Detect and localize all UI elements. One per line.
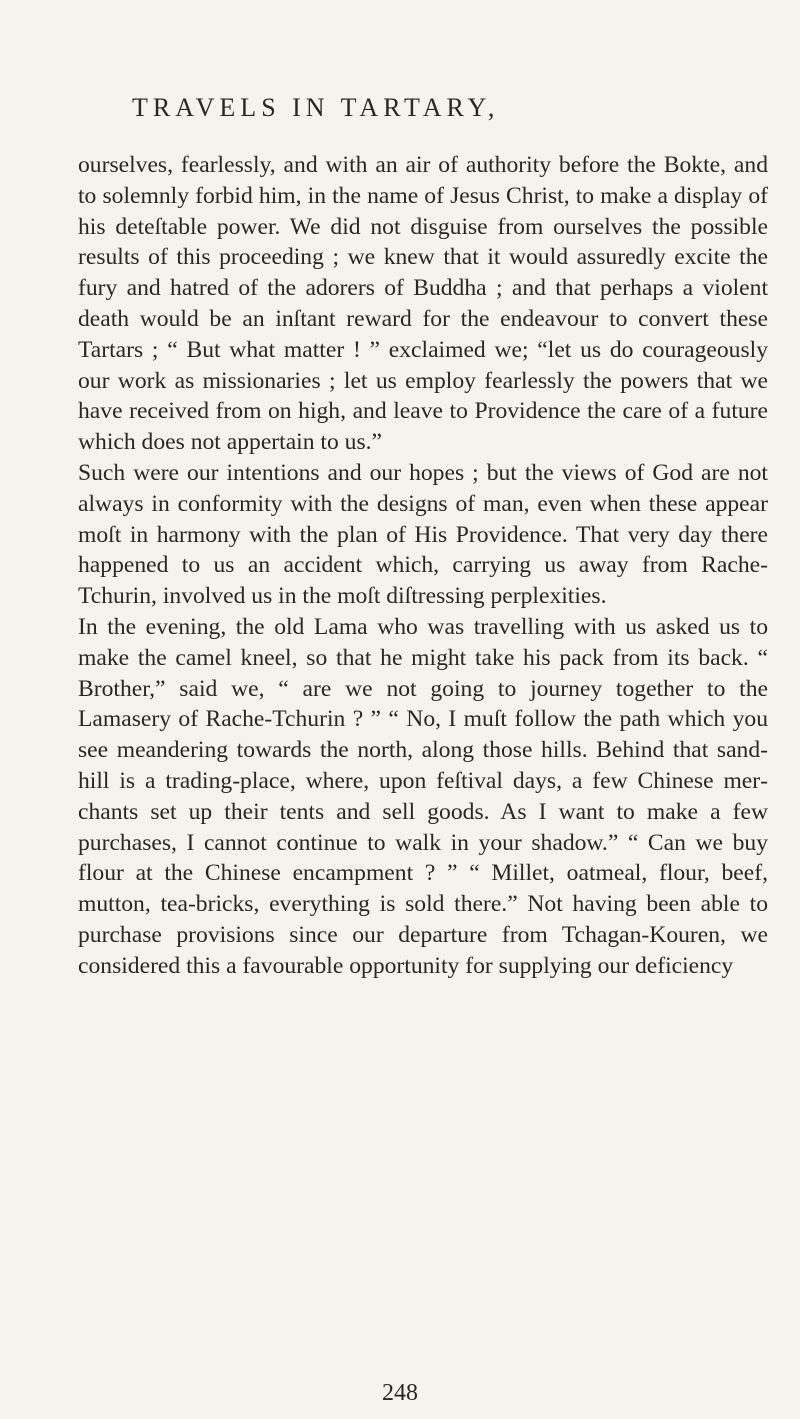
- paragraph: Such were our intentions and our hopes ; but the views of God are not always in conformity with the designs of man, even when these appear moſt in harmony with the plan of His Providence. That very day there happened to us an accident which, carrying us away from Rache-Tchurin, involved us in the moſt diſtressing perplexities.: [78, 459, 768, 610]
- paragraph: ourselves, fearlessly, and with an air of authority before the Bokte, and to solemnly forbid him, in the name of Jesus Christ, to make a display of his deteſtable power. We did not disguise from ourselves the possible results of this proceeding ; we knew that it would assuredly excite the fury and hatred of the adorers of Buddha ; and that perhaps a violent death would be an inſtant reward for the endeavour to convert these Tartars ; “ But what matter ! ” exclaimed we; “let us do courageously our work as missionaries ; let us employ fearlessly the powers that we have received from on high, and leave to Providence the care of a future which does not appertain to us.”: [78, 152, 768, 456]
- body-text: [78, 150, 768, 982]
- paragraph: In the evening, the old Lama who was travelling with us asked us to make the camel kneel, so that he might take his pack from its back. “ Brother,” said we, “ are we not going to journey together to the Lamasery of Rache-Tchurin ? ” “ No, I muſt follow the path which you see meandering towards the north, along those hills. Behind that sand-hill is a trading-place, where, upon feſtival days, a few Chinese merchants set up their tents and sell goods. As I want to make a few purchases, I cannot continue to walk in your shadow.” “ Can we buy flour at the Chinese encampment ? ” “ Millet, oatmeal, flour, beef, mutton, tea-bricks, everything is sold there.” Not having been able to purchase provisions since our departure from Tchagan-Kouren, we considered this a favourable opportunity for supplying our deficiency: [78, 613, 768, 979]
- running-head: TRAVELS IN TARTARY,: [132, 93, 500, 122]
- page-number: 248: [382, 1380, 418, 1406]
